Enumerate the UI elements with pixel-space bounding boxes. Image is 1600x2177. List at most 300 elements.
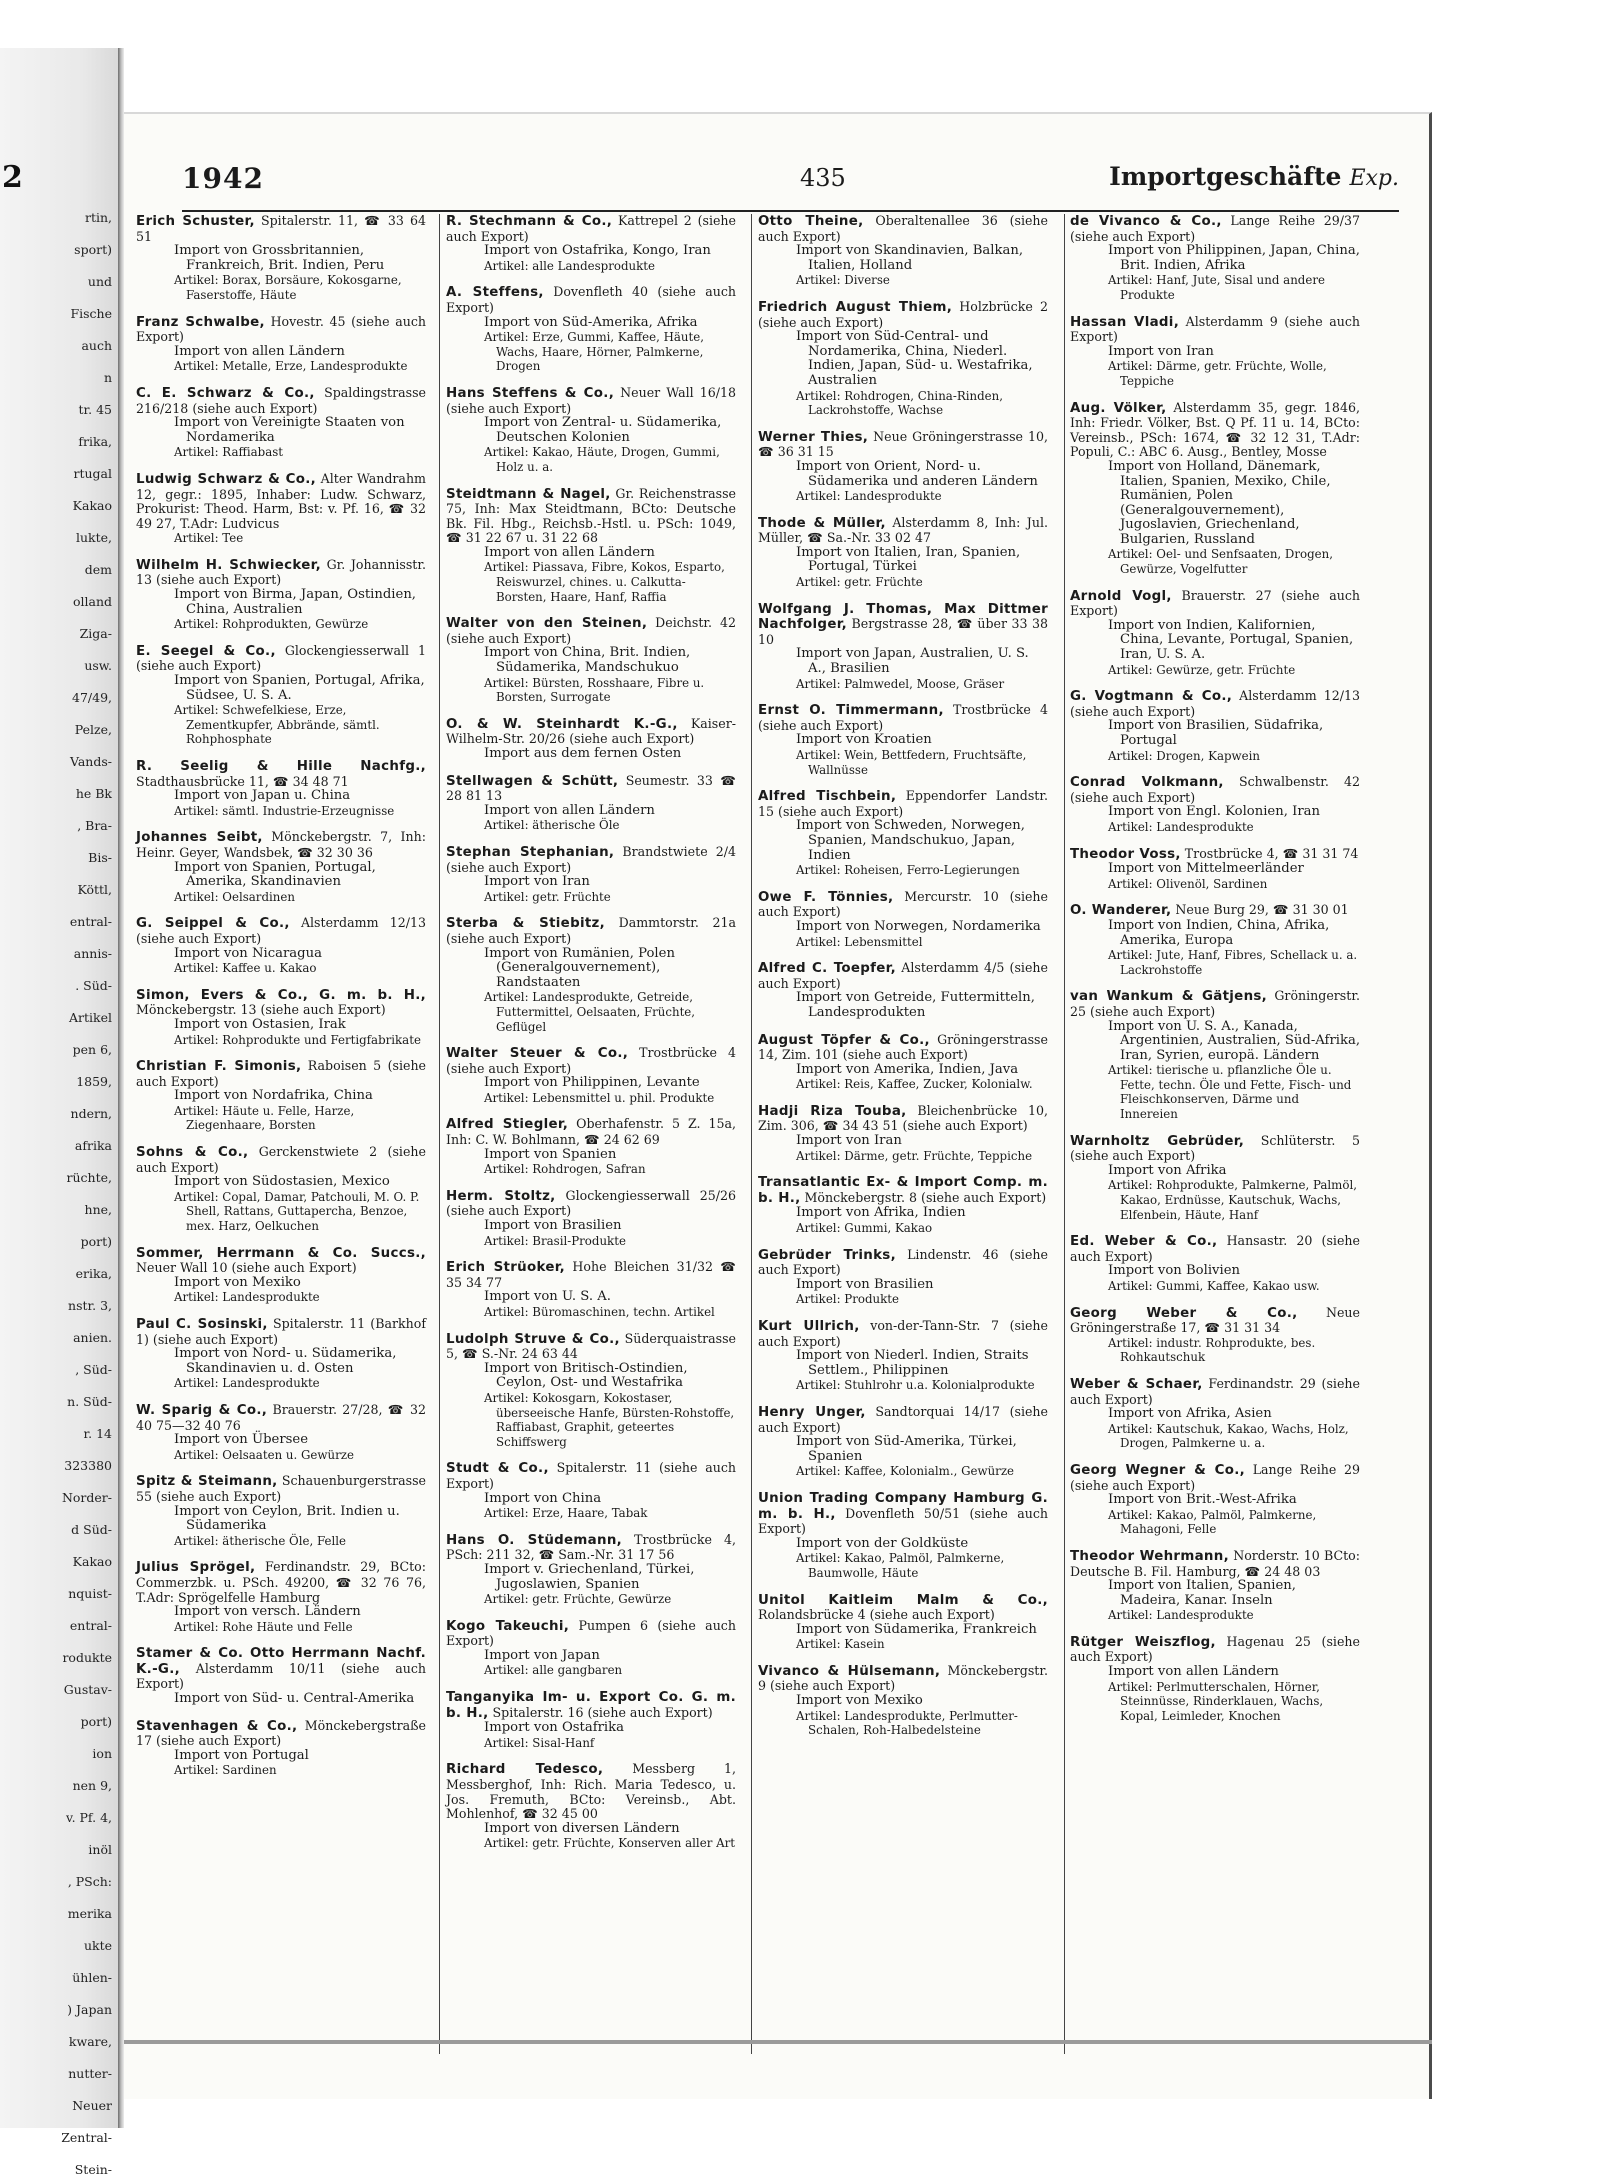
entry-articles: Artikel: Därme, getr. Früchte, Teppiche — [796, 1148, 1033, 1163]
company-name: G. Vogtmann & Co., — [1070, 689, 1233, 705]
directory-entry — [758, 1248, 1048, 1307]
entry-articles: Artikel: Büromaschinen, techn. Artikel — [484, 1305, 715, 1319]
entry-import: Import von Brit.-West-Afrika — [1108, 1492, 1297, 1508]
entry-heading — [1070, 689, 1360, 719]
previous-page-text-fragment: ) Japan — [67, 2002, 112, 2017]
entry-heading — [446, 214, 736, 244]
entry-heading — [758, 1033, 1048, 1063]
company-address: Mönckebergstr. 9 (siehe auch Export) — [758, 1662, 1048, 1694]
directory-entry — [446, 285, 736, 374]
previous-page-text-fragment: entral- — [69, 914, 112, 929]
entry-heading — [758, 1104, 1048, 1134]
entry-articles: Artikel: getr. Früchte, Gewürze — [484, 1592, 672, 1607]
previous-page-text-fragment: rüchte, — [66, 1170, 112, 1185]
previous-page-text-fragment: ion — [92, 1746, 112, 1761]
entry-heading — [446, 1189, 736, 1219]
company-address: Trostbrücke 4 (siehe auch Export) — [758, 702, 1048, 733]
entry-articles: Artikel: Palmwedel, Moose, Gräser — [796, 676, 1005, 691]
entry-import: Import von Rumänien, Polen (Generalgouvernement), Randstaaten — [484, 945, 675, 990]
entry-heading — [136, 759, 426, 789]
entry-heading — [446, 1690, 736, 1721]
entry-import: Import von Amerika, Indien, Java — [796, 1061, 1019, 1077]
previous-page-text-fragment: Ziga- — [79, 626, 112, 641]
previous-page-text-fragment: Kakao — [72, 498, 112, 513]
directory-entry — [758, 1664, 1048, 1738]
company-address: Alsterdamm 12/13 (siehe auch Export) — [136, 915, 426, 946]
entry-heading — [446, 916, 736, 946]
entry-heading — [446, 1260, 736, 1290]
company-address: Gerckenstwiete 2 (siehe auch Export) — [136, 1144, 426, 1175]
company-address: Ferdinandstr. 29 (siehe auch Export) — [1070, 1375, 1360, 1407]
company-address: Messberg 1, Messberghof, Inh: Rich. Maria Tedesco, u. Jos. Fremuth, BCto: Vereinsb., Abt. Mohlenhof, ☎ 32 45 00 — [446, 1761, 737, 1822]
company-address: Gr. Reichenstrasse 75, Inh: Max Steidtmann, BCto: Deutsche Bk. Fil. Hbg., Reichsb.-Hstl. u. PSch: 1049, ☎ 31 22 67 u. 31 22 68 — [446, 485, 736, 546]
entry-import: Import von Afrika, Asien — [1108, 1406, 1272, 1422]
directory-entry — [446, 1332, 736, 1450]
directory-entry — [446, 774, 736, 833]
directory-entry — [758, 1405, 1048, 1479]
directory-entry — [758, 300, 1048, 418]
entry-import: Import von Niederl. Indien, Straits Settlem., Philippinen — [796, 1348, 1029, 1378]
entry-import: Import von Südostasien, Mexico — [174, 1174, 390, 1190]
directory-entry — [758, 961, 1048, 1020]
entry-import: Import von Übersee — [174, 1432, 309, 1448]
section-title — [1109, 162, 1399, 191]
entry-heading — [446, 717, 736, 747]
entry-heading — [758, 1248, 1048, 1278]
directory-entry — [1070, 903, 1360, 977]
previous-page-text-fragment: erika, — [75, 1266, 112, 1281]
page-edge — [124, 2040, 1432, 2044]
column-divider — [439, 214, 440, 2054]
entry-import: Import von Philippinen, Levante — [484, 1075, 700, 1091]
previous-page-text-fragment: n — [103, 370, 112, 385]
company-name: Erich Strüoker, — [446, 1260, 566, 1276]
entry-import: Import von Spanien, Portugal, Amerika, Skandinavien — [174, 859, 376, 890]
company-address: Rolandsbrücke 4 (siehe auch Export) — [758, 1607, 995, 1623]
entry-import: Import von Skandinavien, Balkan, Italien, Holland — [796, 243, 1024, 273]
directory-entry — [136, 1317, 426, 1391]
directory-entry — [1070, 775, 1360, 834]
previous-page-text-fragment: dem — [84, 562, 112, 577]
entry-import: Import von Britisch-Ostindien, Ceylon, Ost- und Westafrika — [484, 1360, 688, 1391]
directory-entry — [758, 703, 1048, 777]
entry-import: Import von allen Ländern — [174, 343, 345, 359]
entry-heading — [136, 1317, 426, 1347]
section-name: Importgeschäfte — [1109, 162, 1342, 191]
entry-import: Import von Ostasien, Irak — [174, 1016, 346, 1032]
company-name: van Wankum & Gätjens, — [1070, 989, 1268, 1005]
entry-import: Import von Nord- u. Südamerika, Skandinavien u. d. Osten — [174, 1346, 397, 1376]
previous-page-text-fragment: nen 9, — [72, 1778, 112, 1793]
company-name: A. Steffens, — [446, 285, 544, 301]
company-name: Union Trading Company Hamburg G. m. b. H., — [758, 1490, 1048, 1522]
company-name: Otto Theine, — [758, 214, 864, 229]
entry-articles: Artikel: Gummi, Kaffee, Kakao usw. — [1108, 1279, 1320, 1293]
company-address: Trostbrücke 4, ☎ 31 31 74 — [1184, 845, 1359, 861]
directory-entry — [1070, 689, 1360, 763]
entry-articles: Artikel: getr. Früchte — [484, 889, 611, 904]
company-address: Schlüterstr. 5 (siehe auch Export) — [1070, 1132, 1360, 1164]
previous-page-text-fragment: rtugal — [73, 466, 112, 481]
entry-articles: Artikel: Diverse — [796, 273, 890, 288]
directory-entry — [1070, 847, 1360, 892]
company-address: Neue Gröningerstraße 17, ☎ 31 31 34 — [1070, 1304, 1360, 1336]
entry-articles: Artikel: Copal, Damar, Patchouli, M. O. P. Shell, Rattans, Guttapercha, Benzoe, mex. Harz, Oelkuchen — [174, 1189, 420, 1234]
entry-heading — [758, 1319, 1048, 1349]
company-name: E. Seegel & Co., — [136, 643, 276, 659]
entry-import: Import von Süd-Amerika, Türkei, Spanien — [796, 1434, 1017, 1464]
entry-articles: Artikel: Erze, Gummi, Kaffee, Häute, Wachs, Haare, Hörner, Palmkerne, Drogen — [484, 330, 704, 374]
company-name: Kurt Ullrich, — [758, 1319, 860, 1334]
directory-entry — [758, 1104, 1048, 1163]
entry-import: Import von allen Ländern — [1108, 1664, 1279, 1680]
company-address: Alsterdamm 35, gegr. 1846, Inh: Friedr. Völker, Bst. Q Pf. 11 u. 14, BCto: Vereinsb., PSch: 1674, ☎ 32 12 31, T.Adr: Populi, C.: ABC 6. Ausg., Bentley, Mosse — [1070, 399, 1360, 460]
company-name: Wolfgang J. Thomas, Max Dittmer Nachfolger, — [758, 601, 1048, 633]
entry-import: Import von der Goldküste — [796, 1535, 969, 1551]
previous-page-text-fragment: hne, — [84, 1202, 112, 1217]
company-address: Lange Reihe 29/37 (siehe auch Export) — [1070, 213, 1360, 244]
entry-heading — [758, 703, 1048, 733]
entry-import: Import von Ostafrika — [484, 1720, 624, 1736]
entry-heading — [136, 1474, 426, 1504]
entry-articles: Artikel: ätherische Öle, Felle — [174, 1533, 347, 1548]
company-name: Owe F. Tönnies, — [758, 889, 894, 905]
entry-heading — [446, 774, 736, 804]
entry-import: Import von U. S. A. — [484, 1289, 611, 1305]
directory-entry — [446, 1117, 736, 1176]
directory-entry — [446, 1046, 736, 1105]
entry-import: Import von Birma, Japan, Ostindien, China, Australien — [174, 587, 416, 617]
company-address: Lange Reihe 29 (siehe auch Export) — [1070, 1461, 1360, 1493]
previous-page-text-fragment: Bis- — [88, 850, 112, 865]
company-address: Bleichenbrücke 10, Zim. 306, ☎ 34 43 51 (siehe auch Export) — [758, 1102, 1048, 1134]
entry-articles: Artikel: Rohprodukten, Gewürze — [174, 617, 369, 632]
directory-entry — [136, 644, 426, 747]
directory-entry — [758, 789, 1048, 878]
entry-import: Import von Brasilien — [796, 1276, 934, 1292]
entry-articles: Artikel: sämtl. Industrie-Erzeugnisse — [174, 803, 395, 818]
company-name: Spitz & Steimann, — [136, 1474, 278, 1490]
entry-import: Import von Orient, Nord- u. Südamerika und anderen Ländern — [796, 458, 1038, 489]
previous-page-text-fragment: Pelze, — [74, 722, 112, 737]
company-name: Hans Steffens & Co., — [446, 385, 615, 401]
company-address: Trostbrücke 4, PSch: 211 32, ☎ Sam.-Nr. 31 17 56 — [446, 1531, 736, 1563]
entry-articles: Artikel: Jute, Hanf, Fibres, Schellack u. a. Lackrohstoffe — [1108, 948, 1358, 977]
directory-entry — [446, 487, 736, 605]
scan-margin — [0, 0, 1600, 48]
entry-articles: Artikel: Reis, Kaffee, Zucker, Kolonialw. — [796, 1077, 1033, 1092]
company-address: Lindenstr. 46 (siehe auch Export) — [758, 1246, 1048, 1278]
column-3 — [758, 214, 1048, 2064]
entry-heading — [758, 214, 1048, 244]
entry-import: Import von Afrika — [1108, 1162, 1227, 1178]
previous-page-text-fragment: n. Süd- — [67, 1394, 112, 1409]
company-name: Gebrüder Trinks, — [758, 1247, 896, 1263]
company-name: O. & W. Steinhardt K.-G., — [446, 716, 678, 732]
entry-articles: Artikel: Rohdrogen, Safran — [484, 1162, 646, 1177]
entry-heading — [136, 830, 426, 860]
previous-page-text-fragment: und — [87, 274, 112, 289]
directory-entry — [758, 1175, 1048, 1235]
entry-articles: Artikel: Kasein — [796, 1637, 885, 1652]
company-address: Hagenau 25 (siehe auch Export) — [1070, 1633, 1360, 1665]
entry-import: Import von Spanien, Portugal, Afrika, Südsee, U. S. A. — [174, 673, 425, 703]
company-address: Spitalerstr. 11 (Barkhof 1) (siehe auch Export) — [136, 1316, 426, 1347]
company-name: Stellwagen & Schütt, — [446, 773, 619, 789]
company-name: Theodor Voss, — [1070, 846, 1181, 862]
entry-heading — [1070, 989, 1360, 1019]
company-name: Hassan Vladi, — [1070, 314, 1180, 330]
company-name: G. Seippel & Co., — [136, 916, 290, 932]
previous-page-text-fragment: v. Pf. 4, — [66, 1810, 112, 1825]
column-1 — [136, 214, 426, 2064]
directory-entry — [446, 1619, 736, 1678]
company-address: Spitalerstr. 11, ☎ 33 64 51 — [136, 213, 427, 244]
company-address: Bergstrasse 28, ☎ über 33 38 10 — [758, 616, 1048, 647]
entry-articles: Artikel: getr. Früchte, Konserven aller Art — [484, 1836, 735, 1851]
entry-heading — [136, 1646, 426, 1692]
entry-articles: Artikel: Kakao, Palmöl, Palmkerne, Mahagoni, Felle — [1108, 1507, 1317, 1537]
entry-import: Import von Iran — [796, 1133, 902, 1149]
company-address: Holzbrücke 2 (siehe auch Export) — [758, 298, 1048, 330]
entry-heading — [758, 789, 1048, 819]
company-name: Herm. Stoltz, — [446, 1188, 556, 1204]
entry-heading — [136, 1059, 426, 1089]
directory-entry — [136, 1403, 426, 1462]
entry-import: Import aus dem fernen Osten — [484, 746, 682, 761]
company-name: Richard Tedesco, — [446, 1762, 604, 1778]
entry-heading — [446, 1046, 736, 1076]
company-name: Ludolph Struve & Co., — [446, 1331, 620, 1347]
directory-entry — [758, 430, 1048, 504]
entry-articles: Artikel: Landesprodukte — [174, 1290, 320, 1305]
entry-articles: Artikel: Häute u. Felle, Harze, Ziegenhaare, Borsten — [174, 1103, 355, 1133]
previous-page-text-fragment: rtin, — [84, 210, 112, 225]
previous-page-text-fragment: rodukte — [62, 1650, 112, 1665]
previous-page-text-fragment: afrika — [74, 1138, 112, 1153]
entry-articles: Artikel: Piassava, Fibre, Kokos, Esparto, Reiswurzel, chines. u. Calkutta-Borsten, Haare, Hanf, Raffia — [484, 560, 725, 604]
entry-heading — [446, 386, 736, 416]
company-address: Stadthausbrücke 11, ☎ 34 48 71 — [136, 773, 349, 789]
entry-import: Import von Vereinigte Staaten von Nordamerika — [174, 415, 405, 445]
entry-import: Import von Italien, Spanien, Madeira, Kanar. Inseln — [1108, 1578, 1296, 1608]
entry-import: Import von Philippinen, Japan, China, Brit. Indien, Afrika — [1108, 243, 1360, 273]
entry-articles: Artikel: Roheisen, Ferro-Legierungen — [796, 863, 1020, 878]
entry-articles: Artikel: Produkte — [796, 1292, 899, 1307]
entry-heading — [136, 988, 426, 1018]
directory-entry — [136, 558, 426, 632]
directory-entry — [446, 1461, 736, 1520]
company-name: Alfred Tischbein, — [758, 789, 897, 805]
directory-entry — [758, 890, 1048, 949]
entry-heading — [446, 616, 736, 646]
company-address: Alsterdamm 9 (siehe auch Export) — [1070, 313, 1360, 345]
company-address: Eppendorfer Landstr. 15 (siehe auch Export) — [758, 788, 1048, 819]
entry-articles: Artikel: Erze, Haare, Tabak — [484, 1506, 648, 1521]
entry-heading — [1070, 903, 1360, 919]
company-name: Hadji Riza Touba, — [758, 1103, 907, 1119]
entry-articles: Artikel: Kokosgarn, Kokostaser, überseeische Hanfe, Bürsten-Rohstoffe, Raffiabast, Graphit, geteertes Schiffswerg — [484, 1390, 735, 1449]
directory-entry — [758, 516, 1048, 590]
company-name: Sterba & Stiebitz, — [446, 916, 606, 932]
entry-articles: Artikel: Olivenöl, Sardinen — [1108, 876, 1268, 891]
company-address: Seumestr. 33 ☎ 28 81 13 — [446, 772, 736, 804]
entry-heading — [446, 1461, 736, 1491]
previous-page-text-fragment: tr. 45 — [78, 402, 112, 417]
previous-page-text-fragment: annis- — [73, 946, 112, 961]
entry-articles: Artikel: Wein, Bettfedern, Fruchtsäfte, Wallnüsse — [796, 748, 1027, 777]
previous-page-text-fragment: Artikel — [69, 1010, 112, 1025]
company-address: Ferdinandstr. 29, BCto: Commerzbk. u. PSch. 49200, ☎ 32 76 76, T.Adr: Sprögelfelle Hamburg — [136, 1559, 426, 1605]
company-address: Norderstr. 10 BCto: Deutsche B. Fil. Hamburg, ☎ 24 48 03 — [1070, 1547, 1360, 1579]
entry-heading — [758, 516, 1048, 546]
page-header — [182, 162, 1399, 202]
company-address: Alsterdamm 12/13 (siehe auch Export) — [1070, 688, 1360, 719]
company-address: Dammtorstr. 21a (siehe auch Export) — [446, 915, 736, 946]
entry-heading — [446, 1117, 736, 1147]
section-suffix: Exp. — [1349, 166, 1399, 191]
column-divider — [1064, 214, 1065, 2054]
entry-articles: Artikel: Rohprodukte, Palmkerne, Palmöl, Kakao, Erdnüsse, Kautschuk, Wachs, Elfenbein, Häute, Hanf — [1108, 1178, 1357, 1222]
company-name: Friedrich August Thiem, — [758, 299, 953, 315]
company-address: Alter Wandrahm 12, gegr.: 1895, Inhaber: Ludw. Schwarz, Prokurist: Theod. Harm, Bst: v. Pf. 16, ☎ 32 49 27, T.Adr: Ludvicus — [136, 470, 426, 531]
entry-heading — [446, 285, 736, 315]
company-name: Ernst O. Timmermann, — [758, 703, 944, 719]
entry-import: Import von Grossbritannien, Frankreich, Brit. Indien, Peru — [174, 243, 385, 273]
entry-heading — [1070, 1306, 1360, 1336]
company-address: Brauerstr. 27 (siehe auch Export) — [1070, 587, 1360, 619]
company-address: Alsterdamm 10/11 (siehe auch Export) — [136, 1660, 426, 1692]
company-name: Walter Steuer & Co., — [446, 1046, 629, 1062]
entry-articles: Artikel: Kautschuk, Kakao, Wachs, Holz, Drogen, Palmkerne u. a. — [1108, 1421, 1349, 1451]
company-address: Oberaltenallee 36 (siehe auch Export) — [758, 213, 1048, 244]
company-name: Georg Wegner & Co., — [1070, 1462, 1246, 1478]
entry-heading — [136, 1403, 426, 1433]
entry-articles: Artikel: Lebensmittel u. phil. Produkte — [484, 1090, 715, 1105]
company-address: Mönckebergstraße 17 (siehe auch Export) — [136, 1717, 426, 1749]
company-name: Tanganyika Im- u. Export Co. G. m. b. H., — [446, 1690, 736, 1721]
entry-import: Import von Südamerika, Frankreich — [796, 1621, 1037, 1637]
directory-page — [124, 112, 1432, 2099]
company-name: Henry Unger, — [758, 1404, 866, 1420]
entry-import: Import von China, Brit. Indien, Südamerika, Mandschukuo — [484, 645, 691, 676]
entry-heading — [446, 845, 736, 875]
directory-entry — [1070, 214, 1360, 303]
entry-heading — [136, 644, 426, 674]
entry-articles: Artikel: Lebensmittel — [796, 934, 923, 949]
company-name: Steidtmann & Nagel, — [446, 486, 611, 502]
directory-entry — [136, 315, 426, 374]
company-address: Mönckebergstr. 13 (siehe auch Export) — [136, 1002, 386, 1018]
entry-heading — [1070, 1463, 1360, 1493]
company-address: Kaiser-Wilhelm-Str. 20/26 (siehe auch Export) — [446, 715, 736, 747]
company-name: Studt & Co., — [446, 1461, 549, 1477]
entry-import: Import von Getreide, Futtermitteln, Landesprodukten — [796, 990, 1035, 1020]
previous-page-text-fragment: ühlen- — [72, 1970, 112, 1985]
company-name: Alfred C. Toepfer, — [758, 961, 896, 977]
entry-articles: Artikel: Landesprodukte, Perlmutter-Schalen, Roh-Halbedelsteine — [796, 1708, 1018, 1738]
entry-articles: Artikel: Oel- und Senfsaaten, Drogen, Gewürze, Vogelfutter — [1108, 547, 1334, 577]
entry-heading — [758, 1593, 1048, 1623]
previous-page-text-fragment: inöl — [88, 1842, 112, 1857]
directory-entry — [136, 1560, 426, 1634]
directory-entry — [758, 602, 1048, 692]
entry-import: Import von Zentral- u. Südamerika, Deutschen Kolonien — [484, 415, 722, 445]
entry-heading — [758, 1664, 1048, 1694]
company-name: Johannes Seibt, — [136, 830, 263, 846]
entry-heading — [1070, 401, 1360, 460]
entry-heading — [758, 1491, 1048, 1537]
entry-articles: Artikel: Landesprodukte — [1108, 1608, 1254, 1623]
company-name: Alfred Stiegler, — [446, 1117, 569, 1133]
entry-heading — [1070, 589, 1360, 619]
previous-page-text-fragment: usw. — [84, 658, 112, 673]
directory-entry — [136, 916, 426, 975]
entry-heading — [1070, 1377, 1360, 1407]
company-address: Brandstwiete 2/4 (siehe auch Export) — [446, 843, 736, 875]
previous-page-text-fragment: nutter- — [68, 2066, 112, 2081]
directory-entry — [446, 1762, 736, 1851]
directory-entry — [1070, 1463, 1360, 1537]
previous-page-text-fragment: olland — [72, 594, 112, 609]
directory-entry — [136, 1646, 426, 1706]
previous-page-text-fragment: merika — [67, 1906, 112, 1921]
entry-heading — [136, 386, 426, 416]
directory-entry — [1070, 989, 1360, 1121]
entry-heading — [136, 214, 426, 244]
entry-articles: Artikel: Landesprodukte, Getreide, Futtermittel, Oelsaaten, Früchte, Geflügel — [484, 990, 696, 1034]
company-name: Sommer, Herrmann & Co. Succs., — [136, 1245, 426, 1261]
company-address: Gr. Johannisstr. 13 (siehe auch Export) — [136, 556, 426, 588]
company-address: Gröningerstrasse 14, Zim. 101 (siehe auch Export) — [758, 1031, 1048, 1063]
entry-import: Import von Süd-Amerika, Afrika — [484, 314, 698, 330]
entry-heading — [136, 558, 426, 588]
column-divider — [751, 214, 752, 2054]
column-2 — [446, 214, 736, 2064]
company-address: Neuer Wall 16/18 (siehe auch Export) — [446, 384, 736, 416]
entry-import: Import von Kroatien — [796, 732, 932, 748]
entry-articles: Artikel: Sisal-Hanf — [484, 1735, 595, 1750]
previous-page-text-fragment: Kakao — [72, 1554, 112, 1569]
directory-entry — [1070, 1635, 1360, 1724]
company-name: Conrad Volkmann, — [1070, 775, 1224, 791]
entry-heading — [136, 916, 426, 946]
company-address: Alsterdamm 8, Inh: Jul. Müller, ☎ Sa.-Nr. 33 02 47 — [758, 514, 1048, 546]
entry-articles: Artikel: Rohdrogen, China-Rinden, Lackrohstoffe, Wachse — [796, 388, 1003, 418]
page-year: 1942 — [182, 162, 264, 195]
entry-import: Import von Ostafrika, Kongo, Iran — [484, 243, 711, 259]
previous-page-text-fragment: Köttl, — [77, 882, 112, 897]
company-name: Warnholtz Gebrüder, — [1070, 1133, 1245, 1149]
entry-heading — [1070, 1234, 1360, 1264]
directory-entry — [446, 1189, 736, 1248]
entry-import: Import v. Griechenland, Türkei, Jugoslawien, Spanien — [484, 1561, 695, 1592]
directory-entry — [136, 214, 426, 303]
entry-import: Import von diversen Ländern — [484, 1820, 680, 1836]
previous-page-text-fragment: entral- — [69, 1618, 112, 1633]
directory-entry — [446, 1533, 736, 1607]
entry-articles: Artikel: Perlmutterschalen, Hörner, Steinnüsse, Rinderklauen, Wachs, Kopal, Leimleder, Knochen — [1108, 1679, 1324, 1723]
company-name: Sohns & Co., — [136, 1145, 249, 1161]
entry-import: Import von China — [484, 1490, 602, 1506]
column-4 — [1070, 214, 1360, 2064]
entry-articles: Artikel: Landesprodukte — [1108, 819, 1254, 834]
entry-import: Import von Engl. Kolonien, Iran — [1108, 804, 1320, 820]
entry-articles: Artikel: Kakao, Häute, Drogen, Gummi, Holz u. a. — [484, 445, 720, 474]
entry-articles: Artikel: Drogen, Kapwein — [1108, 748, 1260, 763]
company-address: Raboisen 5 (siehe auch Export) — [136, 1058, 427, 1089]
entry-articles: Artikel: Brasil-Produkte — [484, 1233, 626, 1248]
